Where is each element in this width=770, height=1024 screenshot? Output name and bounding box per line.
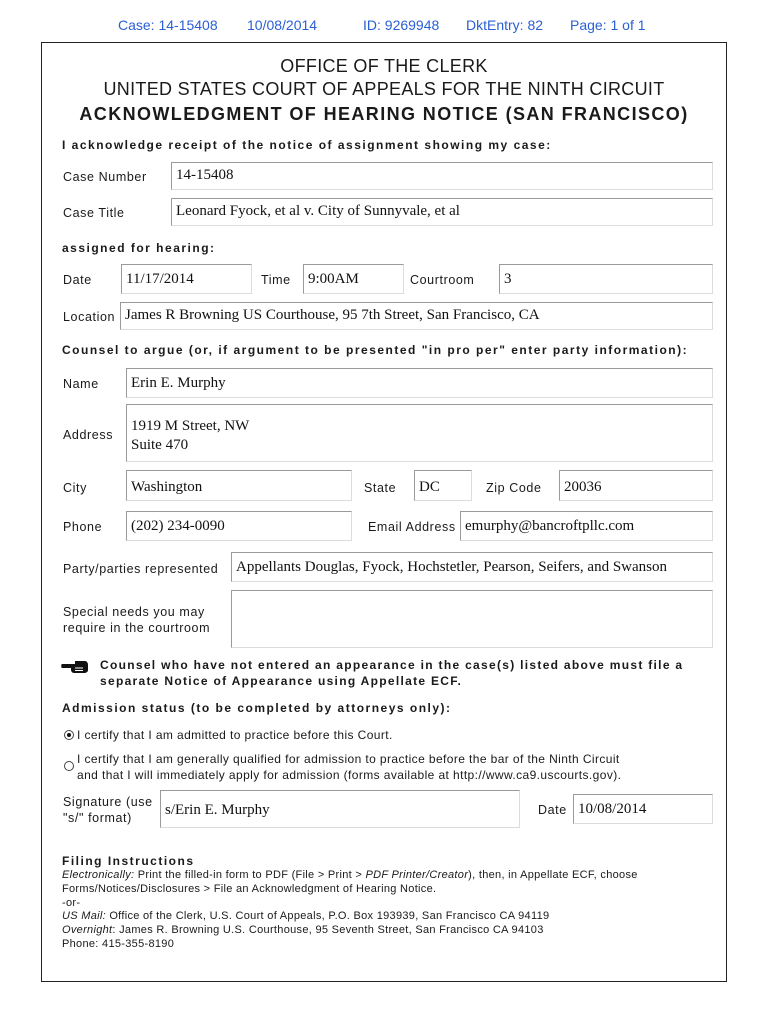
stamp-dkt-entry: DktEntry: 82 xyxy=(466,17,544,33)
special-needs-label-1: Special needs you may xyxy=(63,605,205,619)
filing-electronic-label: Electronically: xyxy=(62,869,135,881)
filing-overnight-text: : James R. Browning U.S. Courthouse, 95 Seventh Street, San Francisco CA 94103 xyxy=(112,924,544,936)
filing-electronic-text-a: Print the filled-in form to PDF (File > Print > xyxy=(134,869,366,881)
zip-label: Zip Code xyxy=(486,481,542,495)
pointing-hand-icon xyxy=(61,659,89,680)
stamp-page: Page: 1 of 1 xyxy=(570,17,646,33)
appearance-notice-line-2: separate Notice of Appearance using Appellate ECF. xyxy=(100,674,463,688)
city-label: City xyxy=(63,481,87,495)
signature-field[interactable]: s/Erin E. Murphy xyxy=(160,790,520,828)
filing-electronic-text-b: PDF Printer/Creator xyxy=(365,869,469,881)
stamp-date: 10/08/2014 xyxy=(247,17,318,33)
zip-field[interactable]: 20036 xyxy=(559,470,713,501)
form-title: ACKNOWLEDGMENT OF HEARING NOTICE (SAN FRANCISCO) xyxy=(79,104,689,124)
phone-field[interactable]: (202) 234-0090 xyxy=(126,511,352,541)
signature-label-2: "s/" format) xyxy=(63,811,132,825)
case-number-label: Case Number xyxy=(63,170,147,184)
filing-overnight-label: Overnight xyxy=(62,924,113,936)
location-field[interactable]: James R Browning US Courthouse, 95 7th Street, San Francisco, CA xyxy=(120,302,713,330)
email-label: Email Address xyxy=(368,520,456,534)
filing-mail-text: Office of the Clerk, U.S. Court of Appeals, P.O. Box 193939, San Francisco CA 94119 xyxy=(105,910,550,922)
filing-electronic-line-1 xyxy=(62,869,638,883)
party-label: Party/parties represented xyxy=(63,562,219,576)
filing-electronic-text-c: ), then, in Appellate ECF, choose xyxy=(468,869,638,881)
stamp-case: Case: 14-15408 xyxy=(118,17,218,33)
filing-title: Filing Instructions xyxy=(62,854,195,868)
appearance-notice-line-1: Counsel who have not entered an appearance in the case(s) listed above must file a xyxy=(100,658,684,672)
courtroom-field[interactable]: 3 xyxy=(499,264,713,294)
special-needs-label-2: require in the courtroom xyxy=(63,621,211,635)
filing-overnight-line xyxy=(62,924,544,938)
filing-mail-label: US Mail: xyxy=(62,910,106,922)
header-court: UNITED STATES COURT OF APPEALS FOR THE NINTH CIRCUIT xyxy=(103,79,665,99)
stamp-id: ID: 9269948 xyxy=(363,17,440,33)
email-field[interactable]: emurphy@bancroftpllc.com xyxy=(460,511,713,541)
state-label: State xyxy=(364,481,397,495)
receipt-label: I acknowledge receipt of the notice of assignment showing my case: xyxy=(62,138,552,152)
filing-or: -or- xyxy=(62,897,81,909)
case-title-label: Case Title xyxy=(63,206,125,220)
phone-label: Phone xyxy=(63,520,103,534)
signature-date-field[interactable]: 10/08/2014 xyxy=(573,794,713,824)
admitted-radio[interactable] xyxy=(64,730,74,740)
hearing-section: assigned for hearing: xyxy=(62,241,216,255)
admitted-label: I certify that I am admitted to practice before this Court. xyxy=(77,728,393,742)
address-label: Address xyxy=(63,428,114,442)
counsel-name-field[interactable]: Erin E. Murphy xyxy=(126,368,713,398)
admission-section: Admission status (to be completed by attorneys only): xyxy=(62,701,452,715)
filing-mail-line xyxy=(62,910,549,924)
filing-electronic-line-2: Forms/Notices/Disclosures > File an Acknowledgment of Hearing Notice. xyxy=(62,883,437,895)
party-field[interactable]: Appellants Douglas, Fyock, Hochstetler, Pearson, Seifers, and Swanson xyxy=(231,552,713,582)
filing-phone: Phone: 415-355-8190 xyxy=(62,938,175,950)
qualified-label-line-2: and that I will immediately apply for admission (forms available at http://www.ca9.uscourts.gov). xyxy=(77,768,622,782)
hearing-date-label: Date xyxy=(63,273,92,287)
case-number-field[interactable]: 14-15408 xyxy=(171,162,713,190)
qualified-radio[interactable] xyxy=(64,761,74,771)
header-office: OFFICE OF THE CLERK xyxy=(280,56,488,76)
hearing-date-field[interactable]: 11/17/2014 xyxy=(121,264,252,294)
courtroom-label: Courtroom xyxy=(410,273,475,287)
hearing-time-label: Time xyxy=(261,273,291,287)
counsel-section: Counsel to argue (or, if argument to be presented "in pro per" enter party information): xyxy=(62,343,689,357)
special-needs-field[interactable] xyxy=(231,590,713,648)
state-field[interactable]: DC xyxy=(414,470,472,501)
hearing-time-field[interactable]: 9:00AM xyxy=(303,264,404,294)
case-title-field[interactable]: Leonard Fyock, et al v. City of Sunnyvale, et al xyxy=(171,198,713,226)
city-field[interactable]: Washington xyxy=(126,470,352,501)
location-label: Location xyxy=(63,310,116,324)
address-field[interactable]: 1919 M Street, NW Suite 470 xyxy=(126,404,713,462)
signature-date-label: Date xyxy=(538,803,567,817)
counsel-name-label: Name xyxy=(63,377,99,391)
signature-label-1: Signature (use xyxy=(63,795,153,809)
qualified-label-line-1: I certify that I am generally qualified for admission to practice before the bar of the Ninth Circuit xyxy=(77,752,620,766)
